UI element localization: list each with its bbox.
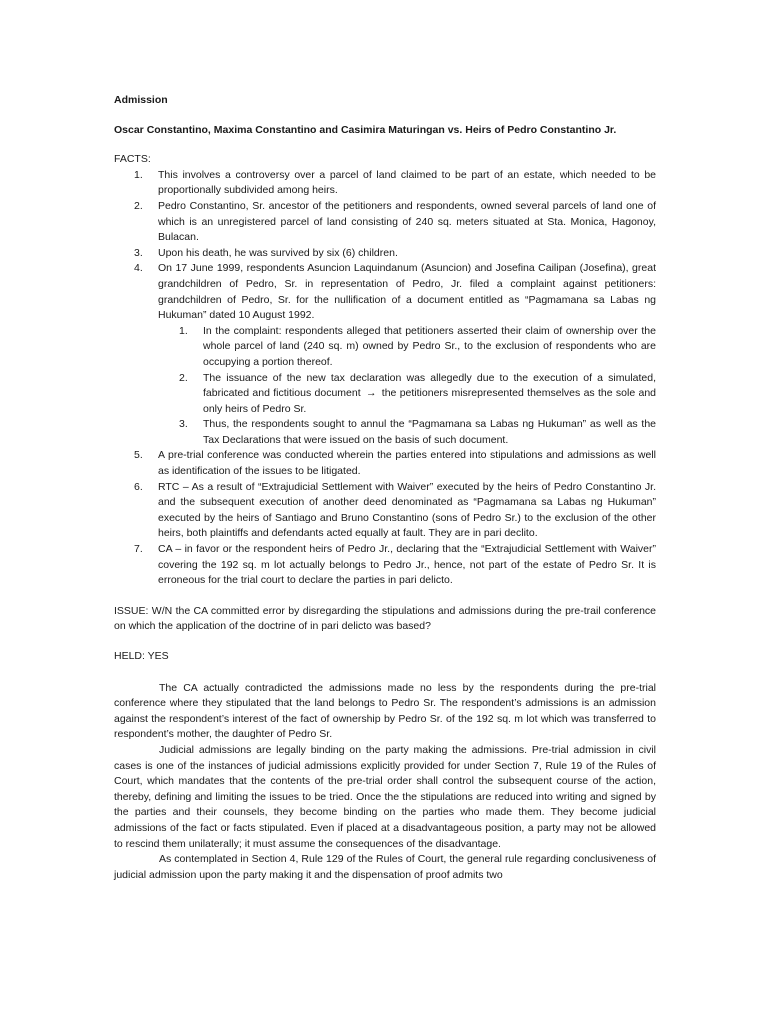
- subfact-text: Thus, the respondents sought to annul the “Pagmamana sa Labas ng Hukuman” as well as the Tax Declarations that were issued on the basis of such document.: [203, 418, 656, 446]
- subfacts-list: [158, 324, 656, 449]
- subfact-text: [203, 371, 656, 418]
- issue-paragraph: ISSUE: W/N the CA committed error by disregarding the stipulations and admissions during the pre-trail conference on which the application of the doctrine of in pari delicto was based?: [114, 604, 656, 633]
- fact-text: On 17 June 1999, respondents Asuncion Laquindanum (Asuncion) and Josefina Cailipan (Josefina), great grandchildren of Pedro, Sr. in representation of Pedro, Jr. filed a complaint against petitioners: grandchildren of Pedro, Sr. for the nullification of a document entitled as “Pagmamana sa Labas ng Hukuman” dated 10 August 1992.: [158, 262, 656, 322]
- fact-item: [114, 542, 656, 589]
- fact-number: 5.: [134, 449, 143, 462]
- subfact-text-before: The issuance of the new tax declaration was allegedly due to the execution of a simulated, fabricated and fictitious document: [203, 371, 656, 400]
- fact-item: [114, 246, 656, 262]
- fact-text: Upon his death, he was survived by six (6) children.: [158, 246, 398, 259]
- fact-item: [114, 448, 656, 479]
- subfact-item: [158, 417, 656, 448]
- fact-number: 6.: [134, 480, 143, 493]
- fact-text: CA – in favor or the respondent heirs of Pedro Jr., declaring that the “Extrajudicial Settlement with Waiver” covering the 192 sq. m lot actually belongs to Pedro Jr., hence, not part of the estate of Pedro Sr. It is erroneous for the trial court to declare the parties in pari delicto.: [158, 543, 656, 587]
- body-paragraph: Judicial admissions are legally binding on the party making the admissions. Pre-trial admission in civil cases is one of the instances of judicial admissions explicitly provided for under Section 7, Rule 19 of the Rules of Court, which mandates that the contents of the pre-trial order shall control the subsequent course of the action, thereby, defining and limiting the issues to be tried. Once the the stipulations are reduced into writing and signed by the parties and their counsels, they become binding on the parties who made them. They become judicial admissions of the fact or facts stipulated. Even if placed at a disadvantageous position, a party may not be allowed to rescind them unilaterally; it must assume the consequences of the disadvantage.: [114, 743, 656, 850]
- arrow-right-icon: →: [365, 387, 377, 400]
- facts-label: FACTS:: [114, 153, 151, 166]
- fact-number: 4.: [134, 262, 143, 275]
- fact-number: 1.: [134, 168, 143, 181]
- subfact-item: [158, 324, 656, 371]
- fact-text: A pre-trial conference was conducted wherein the parties entered into stipulations and admissions as well as identification of the issues to be litigated.: [158, 449, 656, 478]
- subfact-number: 3.: [179, 418, 188, 431]
- fact-item: [114, 199, 656, 246]
- body-paragraph: As contemplated in Section 4, Rule 129 of the Rules of Court, the general rule regarding conclusiveness of judicial admission upon the party making it and the dispensation of proof admits two: [114, 853, 656, 881]
- subfact-text-after: the petitioners misrepresented themselves as the sole and only heirs of Pedro Sr.: [203, 387, 657, 415]
- fact-item: [114, 261, 656, 323]
- held-line: HELD: YES: [114, 650, 169, 662]
- document-heading: Admission: [114, 94, 168, 106]
- fact-item: [114, 480, 656, 542]
- subfact-text: In the complaint: respondents alleged that petitioners asserted their claim of ownership over the whole parcel of land (240 sq. m) owned by Pedro Sr., to the exclusion of respondents who are occupying a portion thereof.: [203, 324, 656, 368]
- case-title: Oscar Constantino, Maxima Constantino and Casimira Maturingan vs. Heirs of Pedro Constantino Jr.: [114, 123, 617, 136]
- fact-text: RTC – As a result of “Extrajudicial Settlement with Waiver” executed by the heirs of Pedro Constantino Jr. and the subsequent execution of another deed denominated as “Pagmamana sa Labas ng Hukuman” executed by the heirs of Santiago and Bruno Constantino (sons of Pedro Sr.) to the exclusion of the other heirs, both plaintiffs and defendants acted equally at fault. They are in pari declito.: [158, 480, 656, 540]
- subfact-item: [158, 371, 656, 418]
- facts-list: [114, 168, 656, 324]
- subfact-number: 2.: [179, 371, 188, 384]
- fact-number: 2.: [134, 199, 143, 212]
- facts-list-continued: [114, 448, 656, 588]
- fact-number: 3.: [134, 246, 143, 259]
- fact-number: 7.: [134, 543, 143, 556]
- body-paragraph: The CA actually contradicted the admissions made no less by the respondents during the pre-trial conference where they stipulated that the land belongs to Pedro Sr. The respondent’s admissions is an admission against the respondent’s interest of the fact of ownership by Pedro Sr. of the 192 sq. m lot which was transferred to respondent’s mother, the daughter of Pedro Sr.: [114, 681, 656, 741]
- subfact-number: 1.: [179, 324, 188, 337]
- fact-text: Pedro Constantino, Sr. ancestor of the petitioners and respondents, owned several parcels of land one of which is an unregistered parcel of land consisting of 240 sq. meters situated at Sta. Monica, Hagonoy, Bulacan.: [158, 199, 656, 244]
- fact-text: This involves a controversy over a parcel of land claimed to be part of an estate, which needed to be proportionally subdivided among heirs.: [158, 168, 656, 197]
- fact-item: [114, 168, 656, 199]
